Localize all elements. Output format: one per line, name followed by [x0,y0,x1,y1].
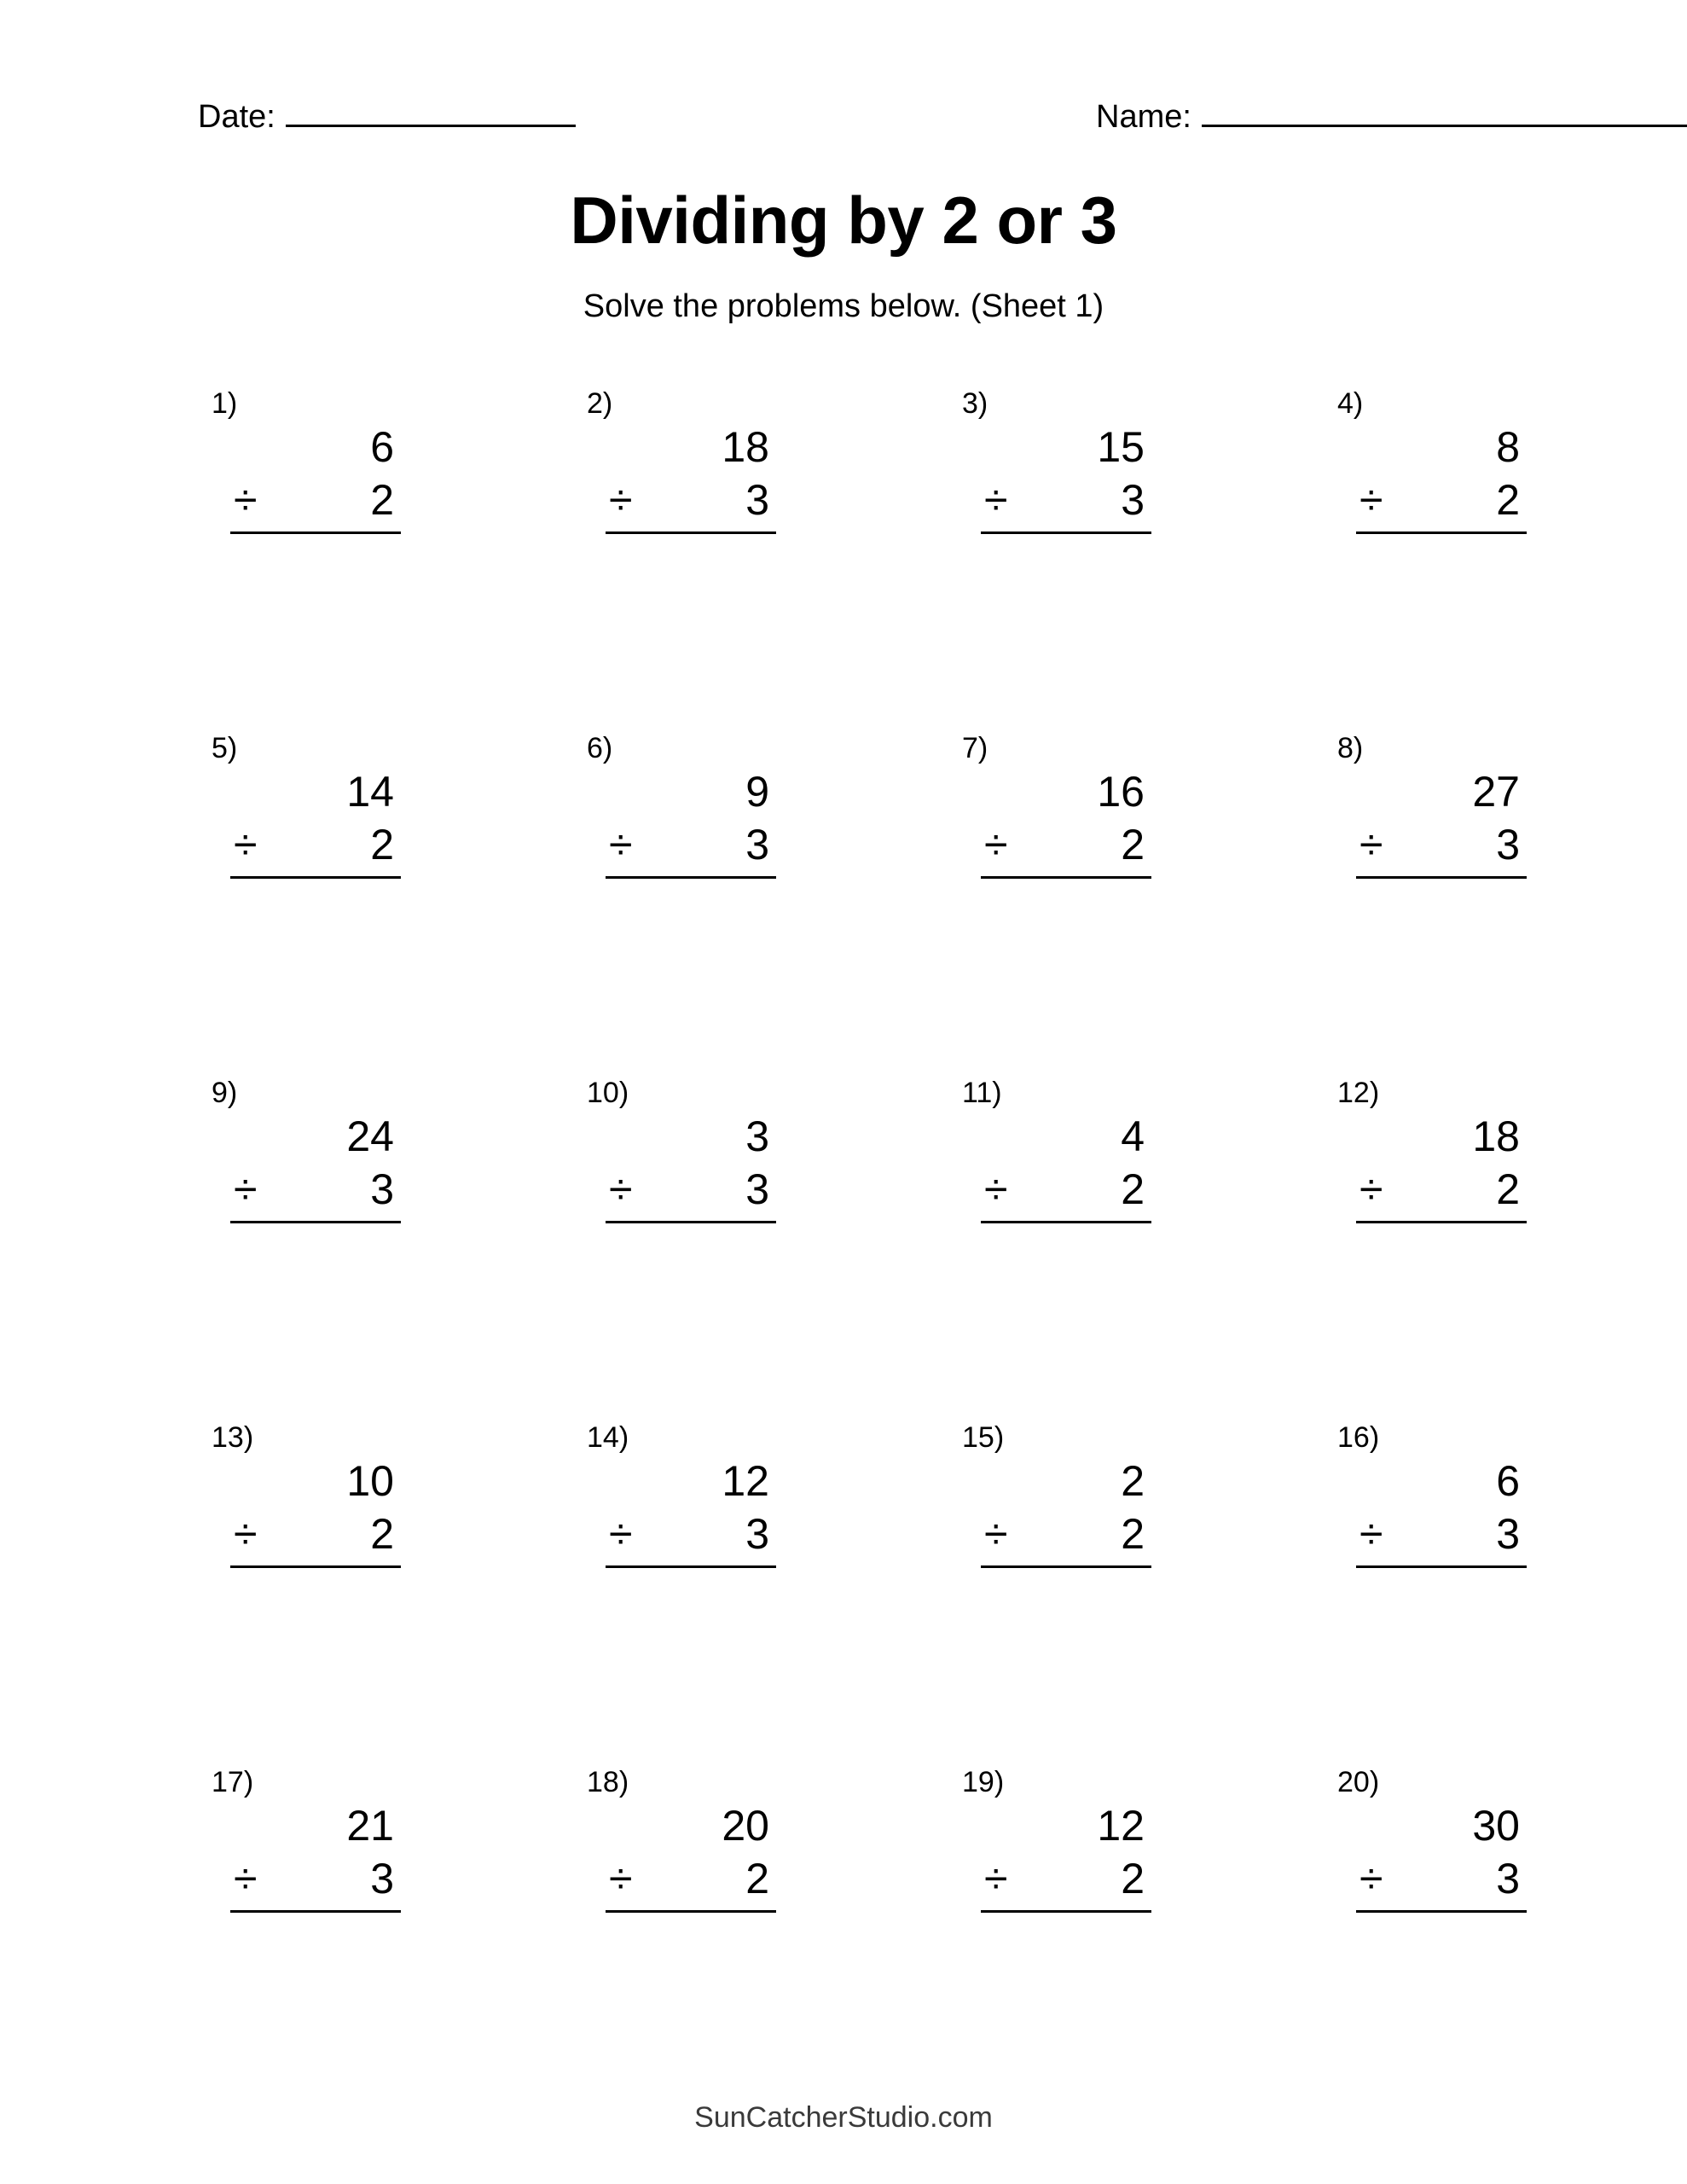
problem-body [1356,1455,1527,1568]
answer-line[interactable] [230,876,401,879]
divisor-row [606,1507,776,1560]
answer-line[interactable] [606,1910,776,1913]
problem-item [554,1767,930,2111]
divisor-row [1356,1163,1527,1216]
problem-number: 19) [962,1766,1005,1798]
answer-line[interactable] [230,1221,401,1223]
answer-line[interactable] [981,531,1151,534]
problem-item [1305,1077,1680,1422]
divisor-row [981,1852,1151,1905]
divisor-row [981,1163,1151,1216]
problem-body [230,1455,401,1568]
problem-body [981,421,1151,534]
dividend: 21 [346,1802,394,1850]
problem-item [179,1077,554,1422]
divisor-row [1356,473,1527,526]
problem-body [1356,1110,1527,1223]
divisor: 3 [1496,1855,1520,1902]
division-sign-icon: ÷ [1359,476,1383,524]
problem-number: 16) [1337,1421,1380,1454]
date-write-line[interactable] [286,125,576,127]
problem-number: 7) [962,732,988,764]
divisor-row [981,1507,1151,1560]
dividend: 27 [1472,768,1520,816]
divisor-row [1356,1852,1527,1905]
problem-number: 15) [962,1421,1005,1454]
problem-item [179,1422,554,1767]
problem-number: 10) [587,1077,629,1109]
problem-item [1305,1422,1680,1767]
name-write-line[interactable] [1202,125,1687,127]
division-sign-icon: ÷ [984,1855,1008,1902]
division-sign-icon: ÷ [234,1855,258,1902]
answer-line[interactable] [230,1910,401,1913]
dividend: 12 [1097,1802,1145,1850]
division-sign-icon: ÷ [609,1855,633,1902]
name-field [1096,101,1687,133]
divisor-row [1356,818,1527,871]
division-sign-icon: ÷ [1359,1855,1383,1902]
dividend: 10 [346,1457,394,1505]
dividend: 2 [1121,1457,1145,1505]
problem-number: 4) [1337,387,1364,420]
problem-number: 14) [587,1421,629,1454]
problem-number: 5) [212,732,238,764]
problem-number: 2) [587,387,613,420]
division-sign-icon: ÷ [609,476,633,524]
worksheet-header [0,101,1687,152]
divisor-row [606,1163,776,1216]
problem-item [179,1767,554,2111]
division-sign-icon: ÷ [984,1510,1008,1558]
dividend: 18 [722,423,769,471]
problem-number: 20) [1337,1766,1380,1798]
problem-number: 11) [962,1077,1002,1109]
date-label: Date: [198,99,275,135]
problem-body [1356,1799,1527,1913]
divisor-row [230,1163,401,1216]
answer-line[interactable] [1356,1910,1527,1913]
divisor: 2 [1496,476,1520,524]
problem-body [230,765,401,879]
problem-body [606,765,776,879]
problem-item [930,388,1305,733]
divisor-row [230,473,401,526]
problem-number: 17) [212,1766,254,1798]
divisor: 3 [745,821,769,868]
problem-body [606,421,776,534]
divisor: 2 [1121,1510,1145,1558]
problem-body [981,765,1151,879]
answer-line[interactable] [230,531,401,534]
divisor: 3 [1121,476,1145,524]
answer-line[interactable] [606,1221,776,1223]
problem-item [930,1077,1305,1422]
problem-item [179,733,554,1077]
answer-line[interactable] [606,876,776,879]
division-sign-icon: ÷ [234,476,258,524]
problem-item [930,1422,1305,1767]
division-sign-icon: ÷ [234,821,258,868]
problem-item [1305,388,1680,733]
divisor: 2 [1121,1165,1145,1213]
divisor: 2 [370,476,394,524]
dividend: 3 [745,1112,769,1160]
name-label: Name: [1096,99,1191,135]
divisor-row [981,473,1151,526]
dividend: 9 [745,768,769,816]
divisor: 3 [745,1510,769,1558]
divisor-row [606,473,776,526]
date-field [198,101,576,133]
divisor-row [606,818,776,871]
problem-body [981,1799,1151,1913]
problems-grid [179,388,1544,2111]
division-sign-icon: ÷ [1359,1165,1383,1213]
divisor: 3 [370,1855,394,1902]
problem-body [1356,421,1527,534]
problem-item [1305,733,1680,1077]
dividend: 18 [1472,1112,1520,1160]
divisor: 3 [370,1165,394,1213]
divisor-row [1356,1507,1527,1560]
answer-line[interactable] [981,1221,1151,1223]
dividend: 30 [1472,1802,1520,1850]
divisor-row [230,1852,401,1905]
divisor: 3 [745,1165,769,1213]
problem-number: 8) [1337,732,1364,764]
division-sign-icon: ÷ [609,1165,633,1213]
problem-body [981,1110,1151,1223]
dividend: 4 [1121,1112,1145,1160]
problem-body [230,421,401,534]
problem-body [230,1110,401,1223]
division-sign-icon: ÷ [234,1165,258,1213]
divisor-row [606,1852,776,1905]
problem-item [554,1077,930,1422]
dividend: 20 [722,1802,769,1850]
dividend: 15 [1097,423,1145,471]
problem-number: 1) [212,387,238,420]
problem-item [179,388,554,733]
answer-line[interactable] [1356,1221,1527,1223]
answer-line[interactable] [981,876,1151,879]
dividend: 12 [722,1457,769,1505]
division-sign-icon: ÷ [1359,1510,1383,1558]
answer-line[interactable] [1356,1565,1527,1568]
dividend: 6 [370,423,394,471]
problem-item [1305,1767,1680,2111]
problem-item [930,1767,1305,2111]
division-sign-icon: ÷ [984,1165,1008,1213]
problem-body [981,1455,1151,1568]
problem-body [606,1110,776,1223]
problem-item [554,733,930,1077]
problem-number: 3) [962,387,988,420]
divisor: 2 [745,1855,769,1902]
answer-line[interactable] [981,1565,1151,1568]
divisor: 2 [370,1510,394,1558]
division-sign-icon: ÷ [234,1510,258,1558]
division-sign-icon: ÷ [984,476,1008,524]
divisor: 2 [1496,1165,1520,1213]
answer-line[interactable] [981,1910,1151,1913]
answer-line[interactable] [606,1565,776,1568]
problem-item [554,388,930,733]
problem-number: 6) [587,732,613,764]
footer-credit: SunCatcherStudio.com [694,2101,993,2134]
problem-body [606,1799,776,1913]
divisor-row [230,818,401,871]
answer-line[interactable] [606,531,776,534]
problem-number: 13) [212,1421,254,1454]
division-sign-icon: ÷ [609,821,633,868]
division-sign-icon: ÷ [1359,821,1383,868]
page-subtitle: Solve the problems below. (Sheet 1) [583,288,1104,324]
problem-number: 9) [212,1077,238,1109]
divisor: 3 [1496,1510,1520,1558]
division-sign-icon: ÷ [984,821,1008,868]
dividend: 24 [346,1112,394,1160]
problem-number: 12) [1337,1077,1380,1109]
divisor-row [230,1507,401,1560]
answer-line[interactable] [230,1565,401,1568]
problem-item [930,733,1305,1077]
problem-body [230,1799,401,1913]
problem-body [606,1455,776,1568]
divisor: 2 [1121,821,1145,868]
problem-number: 18) [587,1766,629,1798]
answer-line[interactable] [1356,531,1527,534]
dividend: 14 [346,768,394,816]
problem-body [1356,765,1527,879]
divisor-row [981,818,1151,871]
page-title: Dividing by 2 or 3 [570,183,1117,258]
divisor: 3 [745,476,769,524]
dividend: 8 [1496,423,1520,471]
division-sign-icon: ÷ [609,1510,633,1558]
divisor: 2 [1121,1855,1145,1902]
problem-item [554,1422,930,1767]
divisor: 2 [370,821,394,868]
dividend: 16 [1097,768,1145,816]
answer-line[interactable] [1356,876,1527,879]
dividend: 6 [1496,1457,1520,1505]
divisor: 3 [1496,821,1520,868]
